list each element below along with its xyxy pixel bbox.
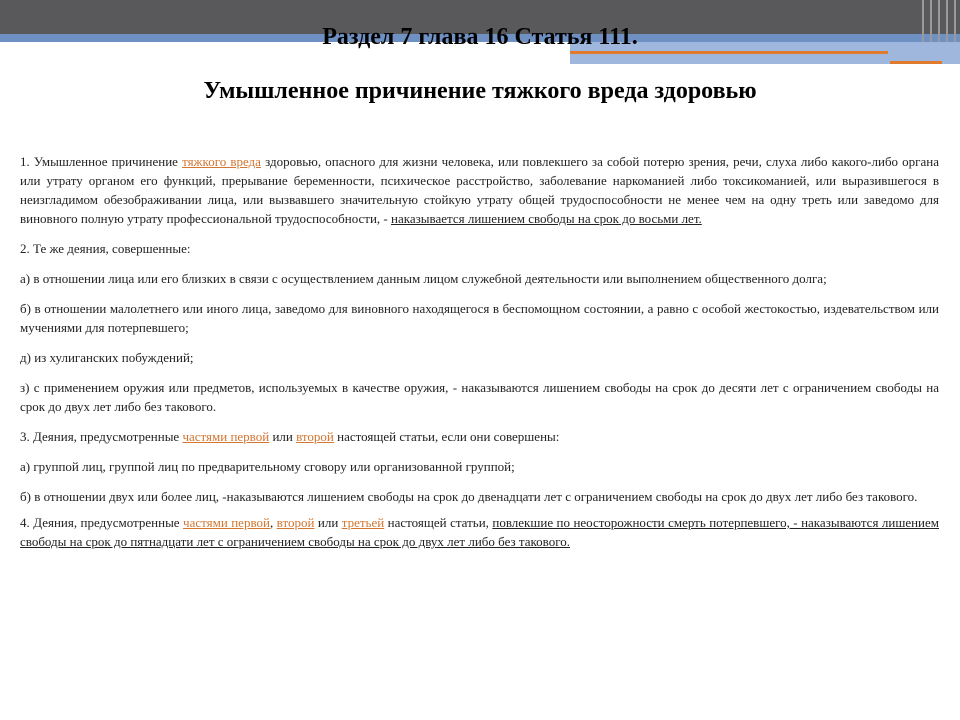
p4-comma: , [269,515,277,530]
orange-accent-line-short [890,61,942,64]
p1-text-body: здоровью, опасного для жизни человека, или повлекшего за собой потерю зрения, речи, слуха либо какого-либо органа или утрату органом его функций, прерывание беременности, психическое расстройство, заболевание наркоманией либо токсикоманией, или выразившегося в неизгладимом обезображивании лица, или вызвавшего значительную стойкую утрату общей трудоспособности не менее чем на одну треть или заведомо для виновного полную утрату профессиональной трудоспособности, - [20,154,940,226]
p4-text-mid: настоящей статьи, [384,515,493,530]
p4-consequence: повлекшие по неосторожности смерть потерпевшего, - наказываются лишением свободы на срок до пятнадцати лет с ограничением свободы на срок до двух лет либо без такового. [20,515,940,549]
paragraph-2z: з) с применением оружия или предметов, используемых в качестве оружия, - наказываются лишением свободы на срок до десяти лет с ограничением свободы на срок до двух лет либо без такового. [20,380,939,414]
paragraph-1 [20,152,939,228]
p1-punishment: наказывается лишением свободы на срок до восьми лет. [391,211,702,226]
p1-text-start: 1. Умышленное причинение [20,154,183,169]
p3-text-start: 3. Деяния, предусмотренные [20,429,183,444]
paragraph-2: 2. Те же деяния, совершенные: [20,241,191,256]
link-grievous-harm[interactable]: тяжкого вреда [182,154,261,169]
link-part-two[interactable]: второй [276,515,315,530]
paragraph-3b: б) в отношении двух или более лиц, -наказываются лишением свободы на срок до двенадцати лет с ограничением свободы на срок до двух лет либо без такового. [20,489,918,504]
paragraph-2a: а) в отношении лица или его близких в связи с осуществлением данным лицом служебной деятельности или выполнением общественного долга; [20,271,827,286]
p3-text-end: настоящей статьи, если они совершены: [333,429,560,444]
p3-or: или [269,429,297,444]
paragraph-2d: д) из хулиганских побуждений; [20,350,194,365]
p4-or: или [314,515,342,530]
link-part-one[interactable]: частями первой [183,515,270,530]
article-text [20,152,939,562]
slide-title: Раздел 7 глава 16 Статья 111. [322,24,638,50]
p4-text-start: 4. Деяния, предусмотренные [20,515,184,530]
slide-subtitle: Умышленное причинение тяжкого вреда здоровью [203,78,757,104]
paragraph-2b: б) в отношении малолетнего или иного лица, заведомо для виновного находящегося в беспомощном состоянии, а равно с особой жестокостью, издевательством или мучениями для потерпевшего; [20,301,939,335]
link-part-two[interactable]: второй [296,429,334,444]
link-part-three[interactable]: третьей [341,515,385,530]
paragraph-3a: а) группой лиц, группой лиц по предварительному сговору или организованной группой; [20,459,515,474]
link-part-one[interactable]: частями первой [182,429,270,444]
paragraph-4 [20,513,939,551]
paragraph-3 [20,427,939,446]
